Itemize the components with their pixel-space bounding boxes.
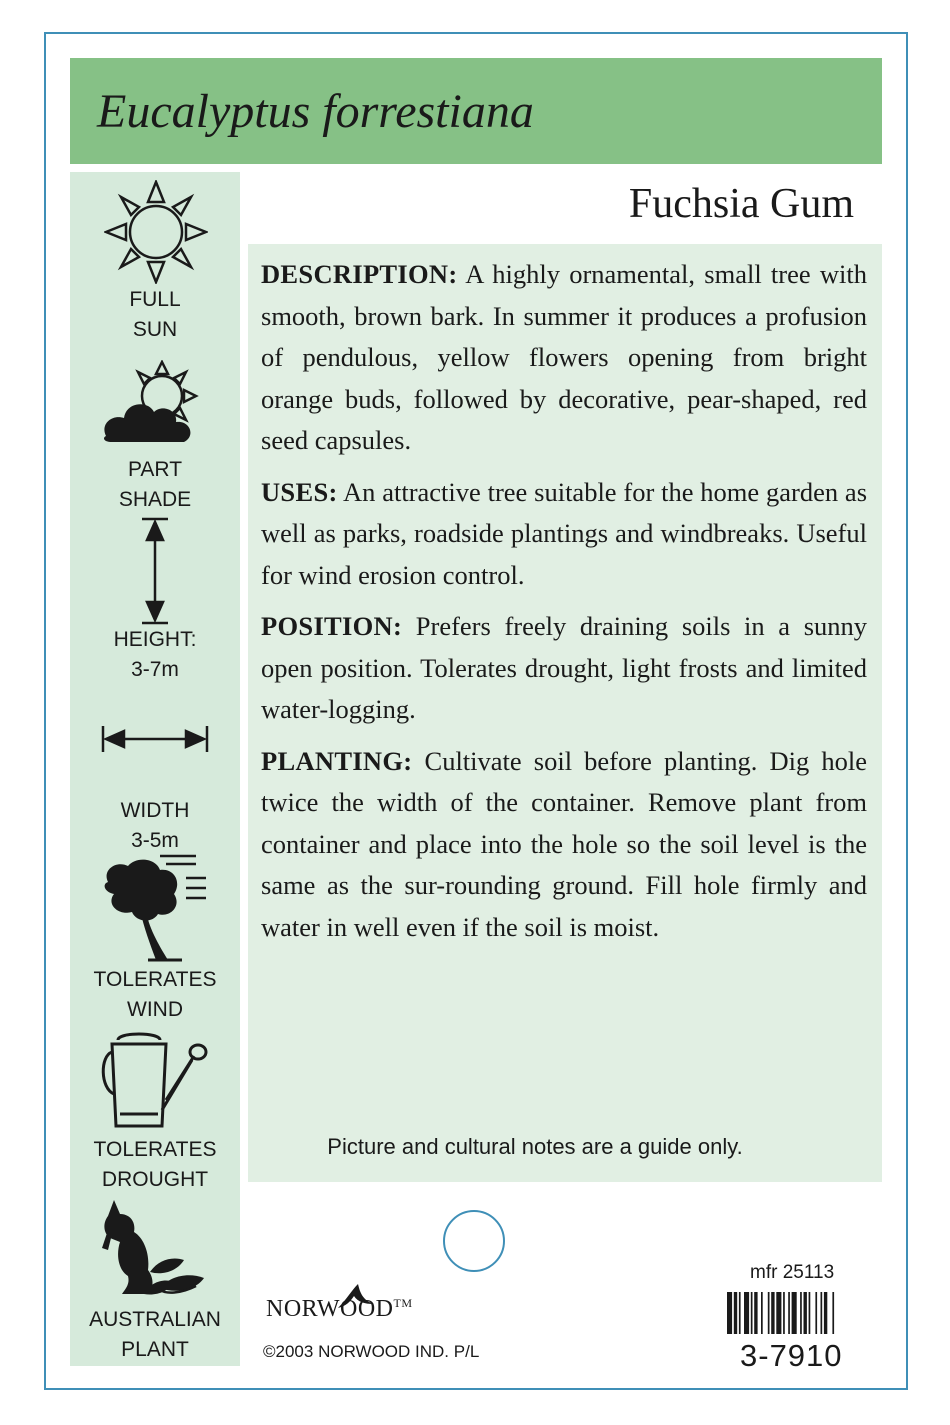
brand-logo — [266, 1296, 413, 1323]
barcode-bar — [809, 1292, 811, 1334]
planting-text: Cultivate soil before planting. Dig hole twice the width of the container. Remove plant from container and place into the hole so the soil level is the same as the sur-rounding ground. Fill hole firmly and water in well even if the soil is moist. — [261, 745, 867, 942]
barcode-bar — [744, 1292, 749, 1334]
common-name: Fuchsia Gum — [628, 181, 854, 227]
barcode-bar — [727, 1292, 732, 1334]
position-section — [261, 606, 867, 731]
trademark: TM — [393, 1296, 413, 1310]
item-code: 3-7910 — [740, 1338, 843, 1373]
height-label: HEIGHT: 3-7m — [113, 628, 197, 681]
barcode-bar — [776, 1292, 781, 1334]
barcode-bar — [800, 1292, 802, 1334]
uses-text: An attractive tree suitable for the home garden as well as parks, roadside plantings and windbreaks. Useful for wind erosion control. — [261, 476, 868, 590]
height-arrow-icon — [138, 516, 172, 626]
barcode-bar — [768, 1292, 770, 1334]
tolerates-drought-label: TOLERATES DROUGHT — [93, 1138, 217, 1191]
kangaroo-icon — [100, 1198, 210, 1302]
description-heading: DESCRIPTION: — [261, 259, 458, 289]
uses-heading: USES: — [261, 476, 338, 507]
hang-hole-circle — [443, 1210, 505, 1272]
guide-note: Picture and cultural notes are a guide only. — [327, 1134, 743, 1159]
barcode-bar — [771, 1292, 774, 1334]
barcode-bar — [734, 1292, 737, 1334]
uses-section — [261, 472, 867, 597]
barcode-bar — [739, 1292, 741, 1334]
barcode-bar — [788, 1292, 790, 1334]
full-sun-label: FULL SUN — [129, 288, 181, 341]
care-notes — [261, 254, 867, 958]
width-label: WIDTH 3-5m — [120, 799, 190, 852]
barcode-bar — [761, 1292, 763, 1334]
australian-plant-label: AUSTRALIAN PLANT — [89, 1308, 221, 1361]
planting-heading: PLANTING: — [261, 745, 413, 776]
botanical-name: Eucalyptus forrestiana — [97, 85, 534, 138]
wind-tree-icon — [100, 852, 210, 964]
barcode — [727, 1292, 871, 1334]
barcode-bar — [754, 1292, 757, 1334]
width-arrow-icon — [100, 722, 210, 756]
barcode-bar — [832, 1292, 834, 1334]
position-heading: POSITION: — [261, 611, 403, 641]
tolerates-wind-label: TOLERATES WIND — [93, 968, 217, 1021]
copyright: ©2003 NORWOOD IND. P/L — [263, 1342, 480, 1361]
sun-icon — [104, 180, 208, 284]
description-text: A highly ornamental, small tree with smooth, brown bark. In summer it produces a profusion of pendulous, yellow flowers opening from bright orange buds, followed by decorative, pear-shaped, red seed capsules. — [261, 259, 867, 455]
barcode-bar — [815, 1292, 817, 1334]
planting-section — [261, 741, 867, 949]
barcode-bar — [792, 1292, 797, 1334]
description-section — [261, 254, 867, 462]
mfr-number: mfr 25113 — [750, 1262, 835, 1283]
barcode-bar — [783, 1292, 785, 1334]
part-shade-icon — [100, 360, 210, 450]
barcode-bar — [821, 1292, 823, 1334]
position-text: Prefers freely draining soils in a sunny open position. Tolerates drought, light frosts and limited water-logging. — [261, 611, 868, 724]
barcode-bar — [824, 1292, 827, 1334]
part-shade-label: PART SHADE — [118, 458, 192, 511]
barcode-bar — [751, 1292, 753, 1334]
watering-can-icon — [100, 1030, 212, 1130]
barcode-bar — [804, 1292, 807, 1334]
brand-name: NORWOOD — [266, 1296, 394, 1322]
